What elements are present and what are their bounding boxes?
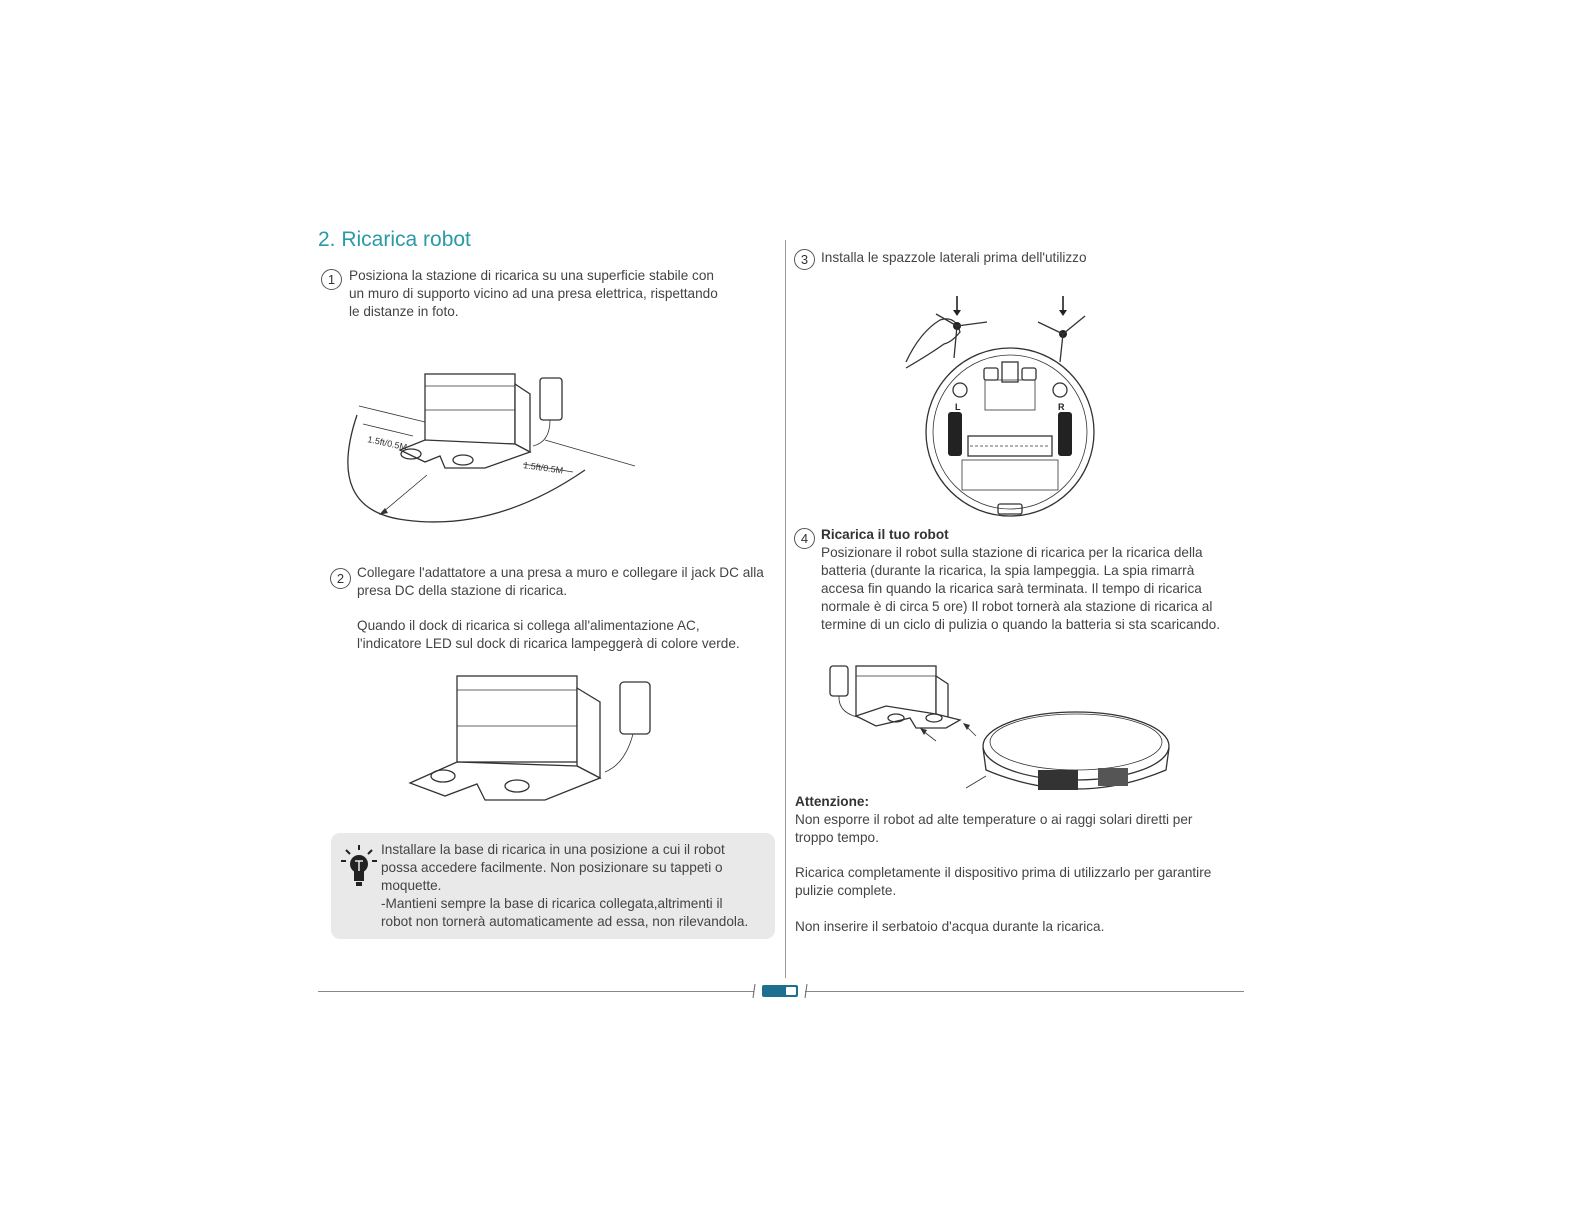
- power-cable: [533, 420, 550, 446]
- right-distance-label: 1.5ft/0.5M: [522, 460, 564, 476]
- wall-line: [359, 406, 425, 422]
- attention-paragraph-2: Ricarica completamente il dispositivo prima di utilizzarlo per garantire pulizie complete.: [795, 865, 1212, 898]
- dock-placement-illustration: [345, 360, 645, 530]
- step-1-text: Posiziona la stazione di ricarica su una superficie stabile con un muro di supporto vicino ad una presa elettrica, rispettando le distanze in foto.: [349, 268, 718, 319]
- dock-adapter-illustration: [405, 668, 665, 803]
- footer-line-left: [318, 991, 754, 992]
- step-2-number: 2: [330, 568, 351, 589]
- footer-line-right: [805, 991, 1244, 992]
- right-wheel-label: R: [1058, 402, 1065, 412]
- dock-body: [457, 676, 577, 762]
- step-2-text: Collegare l'adattatore a una presa a muro e collegare il jack DC alla presa DC della stazione di ricarica.: [357, 565, 764, 598]
- step-1-number-badge: [321, 269, 342, 290]
- dock-body: [425, 374, 515, 444]
- power-cable: [605, 734, 633, 772]
- power-adapter: [830, 666, 848, 696]
- left-wheel-label: L: [955, 402, 961, 412]
- step-2-led-text: Quando il dock di ricarica si collega all'alimentazione AC, l'indicatore LED sul dock di ricarica lampeggerà di colore verde.: [357, 618, 740, 651]
- step-4-number: 4: [794, 528, 815, 549]
- right-wheel: [1058, 412, 1072, 456]
- robot-vent: [1038, 770, 1078, 790]
- left-wheel: [948, 412, 962, 456]
- dock-base: [400, 440, 530, 468]
- step-4-text: Posizionare il robot sulla stazione di ricarica per la ricarica della batteria (durante la ricarica, la spia lampeggia. La spia rimarrà accesa fin quando la ricarica sarà terminata. Il tempo di ricarica normale è di circa 5 ore) Il robot tornerà ala stazione di ricarica al termine di un ciclo di pulizia o quando la batteria si sta scaricando.: [821, 545, 1220, 632]
- lightbulb-icon: [341, 845, 377, 889]
- page-marker: [752, 982, 808, 1000]
- front-distance-arrow: [383, 475, 427, 512]
- dock-side: [515, 384, 530, 452]
- power-adapter: [540, 378, 562, 420]
- side-brush-left: [936, 314, 987, 358]
- power-adapter: [620, 682, 650, 734]
- robot-docking-illustration: [826, 658, 1176, 803]
- robot-underside-illustration: [900, 292, 1100, 524]
- step-4-number-badge: [794, 528, 815, 549]
- step-3-number: 3: [794, 249, 815, 270]
- floor-line: [545, 440, 635, 466]
- attention-heading: Attenzione:: [795, 794, 870, 809]
- hand: [906, 319, 960, 368]
- step-1-number: 1: [321, 269, 342, 290]
- step-4-heading: Ricarica il tuo robot: [821, 527, 949, 542]
- tip-text: Installare la base di ricarica in una posizione a cui il robot possa accedere facilmente. Non posizionare su tappeti o moquette. -Mantieni sempre la base di ricarica collegata,altrimenti il robot non tornerà automaticamente ad essa, non rilevandola.: [381, 842, 749, 929]
- dust-bin: [962, 460, 1058, 490]
- dock-side: [577, 688, 600, 778]
- step-2-number-badge: [330, 568, 351, 589]
- step-3-number-badge: [794, 249, 815, 270]
- page-title: 2. Ricarica robot: [318, 228, 471, 251]
- column-divider: [785, 240, 786, 978]
- left-distance-label: 1.5ft/0.5M: [366, 434, 408, 453]
- step-3-text: Installa le spazzole laterali prima dell'utilizzo: [821, 250, 1087, 265]
- attention-paragraph-3: Non inserire il serbatoio d'acqua durante la ricarica.: [795, 919, 1105, 934]
- attention-paragraph-1: Non esporre il robot ad alte temperature o ai raggi solari diretti per troppo tempo.: [795, 812, 1193, 845]
